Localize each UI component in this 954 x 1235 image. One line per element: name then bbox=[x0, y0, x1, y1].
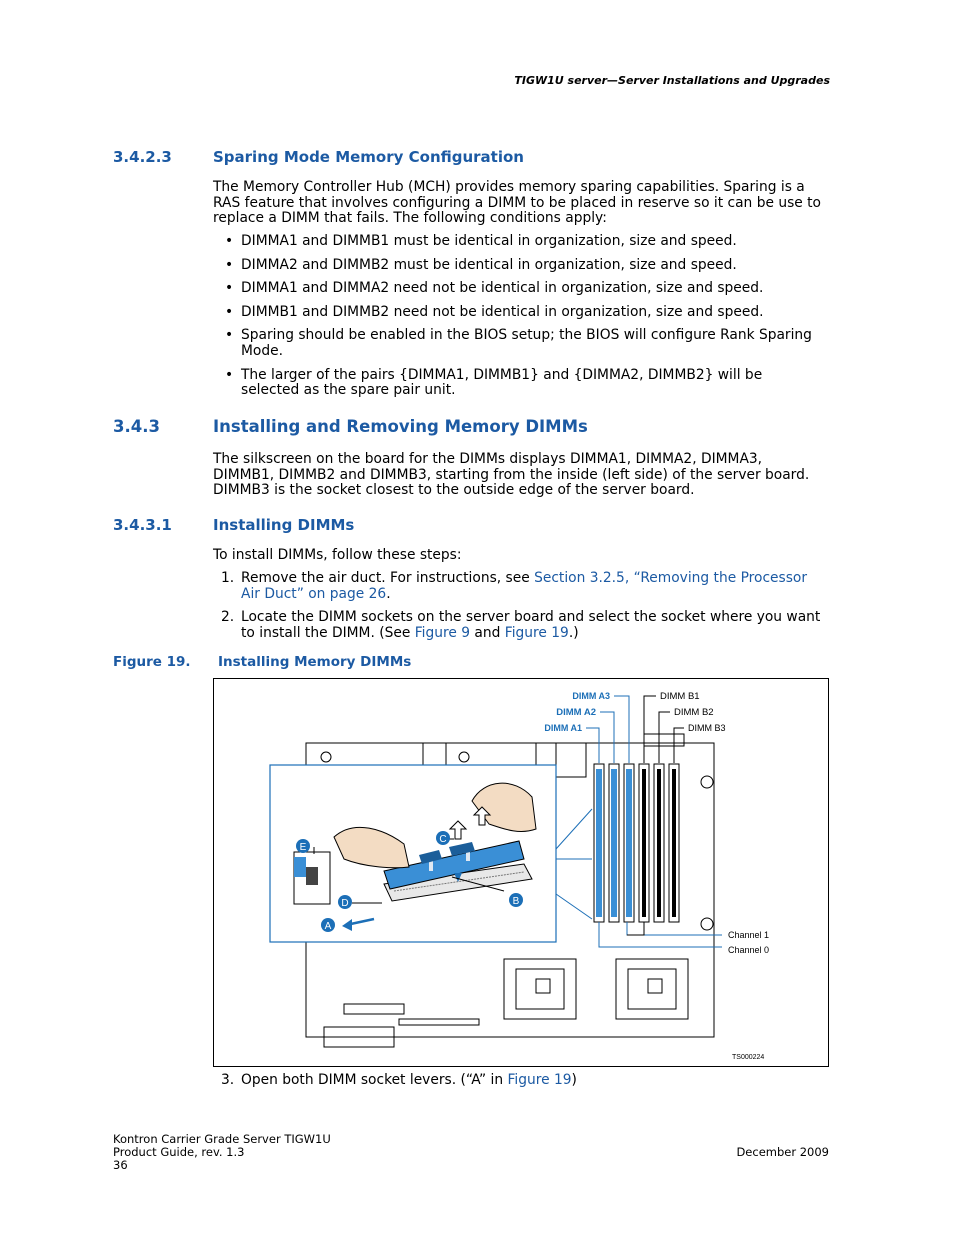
section-heading-install-remove bbox=[113, 417, 813, 439]
step-text: Open both DIMM socket levers. (“A” in bbox=[241, 1072, 508, 1088]
callout-e bbox=[296, 839, 310, 853]
callout-letter: D bbox=[341, 898, 349, 909]
section-title: Installing and Removing Memory DIMMs bbox=[213, 417, 588, 436]
dimm-installation-diagram bbox=[214, 679, 828, 1066]
figure-caption bbox=[113, 654, 713, 672]
section-heading-installing bbox=[113, 516, 813, 536]
list-item: • DIMMA1 and DIMMA2 need not be identical in organization, size and speed. bbox=[225, 280, 764, 297]
text-line: DIMMB3 is the socket closest to the outside edge of the server board. bbox=[213, 482, 695, 499]
sparing-intro bbox=[213, 180, 833, 227]
step-item-3 bbox=[213, 1073, 833, 1089]
sparing-conditions-list bbox=[213, 234, 833, 399]
section-number: 3.4.2.3 bbox=[113, 148, 172, 166]
section-link[interactable]: Air Duct” on page 26 bbox=[241, 585, 387, 602]
section-title: Installing DIMMs bbox=[213, 516, 355, 534]
figure-frame bbox=[213, 678, 829, 1067]
step-number: 3. bbox=[221, 1072, 235, 1088]
installing-intro: To install DIMMs, follow these steps: bbox=[213, 547, 462, 563]
callout-letter: A bbox=[324, 921, 332, 932]
figure-link[interactable]: Figure 19 bbox=[507, 1072, 572, 1088]
figure-label: Figure 19. bbox=[113, 654, 191, 670]
figure-link[interactable]: Figure 19 bbox=[504, 624, 569, 641]
dimm-modules bbox=[596, 769, 632, 917]
footer-date: December 2009 bbox=[736, 1145, 829, 1159]
dimm-a2-label: DIMM A2 bbox=[556, 707, 596, 718]
callout-letter: C bbox=[439, 834, 447, 845]
list-item-text: Sparing should be enabled in the BIOS setup; the BIOS will configure Rank Sparing bbox=[241, 327, 812, 344]
step-text: ) bbox=[571, 1072, 577, 1088]
step-text: and bbox=[470, 624, 505, 641]
list-item: • DIMMB1 and DIMMB2 need not be identical in organization, size and speed. bbox=[225, 303, 764, 320]
step-text: to install the DIMM. (See bbox=[241, 624, 415, 641]
callout-c bbox=[436, 831, 450, 845]
section-number: 3.4.3 bbox=[113, 417, 160, 436]
figure-ref-code: TS000224 bbox=[732, 1054, 765, 1061]
step-text: . bbox=[386, 585, 391, 602]
dimm-a1-label: DIMM A1 bbox=[544, 723, 582, 733]
figure-link[interactable]: Figure 9 bbox=[414, 624, 471, 641]
section-number: 3.4.3.1 bbox=[113, 516, 172, 534]
install-steps-list bbox=[213, 571, 833, 641]
list-item-text: DIMMA1 and DIMMB1 must be identical in organization, size and speed. bbox=[241, 233, 737, 249]
dimm-a3-label: DIMM A3 bbox=[572, 691, 610, 701]
list-item-text: DIMMA2 and DIMMB2 must be identical in organization, size and speed. bbox=[241, 256, 737, 273]
running-header: TIGW1U server—Server Installations and Upgrades bbox=[514, 74, 830, 87]
channel-1-label: Channel 1 bbox=[728, 930, 770, 940]
footer-product-name: Kontron Carrier Grade Server TIGW1U bbox=[113, 1132, 331, 1146]
text-line: The Memory Controller Hub (MCH) provides memory sparing capabilities. Sparing is a bbox=[213, 179, 805, 195]
callout-d bbox=[338, 895, 352, 909]
figure-title: Installing Memory DIMMs bbox=[218, 654, 412, 670]
text-line: The silkscreen on the board for the DIMMs displays DIMMA1, DIMMA2, DIMMA3, bbox=[213, 451, 763, 467]
text-line: replace a DIMM that fails. The following conditions apply: bbox=[213, 210, 607, 227]
list-item: • DIMMA2 and DIMMB2 must be identical in organization, size and speed. bbox=[225, 256, 737, 273]
list-item: • DIMMA1 and DIMMB1 must be identical in organization, size and speed. bbox=[225, 233, 737, 249]
list-item-text: DIMMB1 and DIMMB2 need not be identical in organization, size and speed. bbox=[241, 303, 764, 320]
step-text: Locate the DIMM sockets on the server board and select the socket where you want bbox=[241, 609, 821, 626]
section-heading-sparing bbox=[113, 148, 813, 168]
dimm-b2-label: DIMM B2 bbox=[674, 707, 714, 718]
dimm-b1-label: DIMM B1 bbox=[660, 691, 700, 702]
dimm-b3-label: DIMM B3 bbox=[688, 723, 726, 733]
page-number: 36 bbox=[113, 1158, 128, 1172]
section-title: Sparing Mode Memory Configuration bbox=[213, 148, 524, 166]
channel-0-label: Channel 0 bbox=[728, 945, 770, 955]
step-text: Remove the air duct. For instructions, see bbox=[241, 570, 535, 586]
callout-a bbox=[321, 918, 335, 932]
text-line: RAS feature that involves configuring a DIMM to be placed in reserve so it can be use to bbox=[213, 194, 821, 211]
list-item-text: The larger of the pairs {DIMMA1, DIMMB1} and {DIMMA2, DIMMB2} will be bbox=[241, 366, 763, 383]
callout-b bbox=[509, 893, 523, 907]
footer-revision: Product Guide, rev. 1.3 bbox=[113, 1145, 245, 1159]
list-item: • Sparing should be enabled in the BIOS setup; the BIOS will configure Rank Sparing Mode. bbox=[213, 328, 833, 359]
inset-detail bbox=[270, 765, 592, 942]
step-number: 1. bbox=[221, 570, 235, 586]
list-item: • The larger of the pairs {DIMMA1, DIMMB1} and {DIMMA2, DIMMB2} will be selected as the spare pair unit. bbox=[213, 368, 833, 399]
step-text: .) bbox=[568, 624, 579, 641]
section-link[interactable]: Section 3.2.5, “Removing the Processor bbox=[534, 570, 808, 586]
step-item bbox=[213, 571, 833, 602]
list-item-text: DIMMA1 and DIMMA2 need not be identical in organization, size and speed. bbox=[241, 280, 764, 297]
callout-letter: E bbox=[299, 842, 307, 853]
step-item bbox=[213, 610, 833, 641]
list-item-text: Mode. bbox=[241, 342, 283, 359]
text-line: DIMMB1, DIMMB2 and DIMMB3, starting from the inside (left side) of the server board. bbox=[213, 466, 810, 483]
callout-letter: B bbox=[512, 896, 520, 907]
install-remove-body bbox=[213, 452, 833, 499]
step-number: 2. bbox=[221, 609, 235, 626]
list-item-text: selected as the spare pair unit. bbox=[241, 382, 456, 399]
footer-left bbox=[113, 1133, 513, 1172]
